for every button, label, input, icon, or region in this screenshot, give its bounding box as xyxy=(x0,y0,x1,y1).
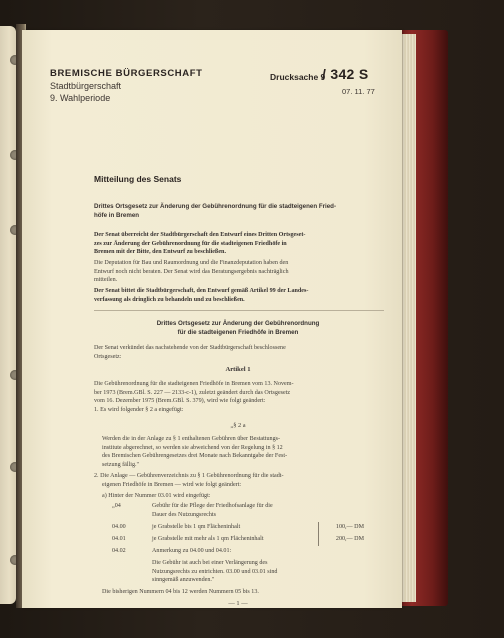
table-row-num: 04.01 xyxy=(112,536,126,542)
org-name: BREMISCHE BÜRGERSCHAFT xyxy=(50,68,203,79)
article-line-3: vom 16. Dezember 1975 (Brem.GBl. S. 379), wird wie folgt geändert: xyxy=(94,398,266,404)
para1-line-3: Bremen mit der Bitte, den Entwurf zu beschließen. xyxy=(94,249,226,255)
note-line-1: Die Gebühr ist auch bei einer Verlängerung des xyxy=(152,560,268,566)
item2-line-2: eigenen Friedhöfe in Bremen — wird wie folgt geändert: xyxy=(102,481,242,488)
subject-line-1: Drittes Ortsgesetz zur Änderung der Gebührenordnung für die stadteigenen Fried- xyxy=(94,203,337,210)
para1-line-2: zes zur Änderung der Gebührenordnung für die stadteigenen Friedhöfe in xyxy=(94,240,287,247)
table-row-text: Dauer des Nutzungsrechts xyxy=(152,511,216,518)
document-page xyxy=(22,30,402,608)
article-line-4: 1. Es wird folgender § 2 a eingefügt: xyxy=(94,406,184,413)
article-line-1: Die Gebührenordnung für die stadteigenen Friedhöfe in Bremen vom 13. Novem- xyxy=(94,381,294,387)
communication-title: Mitteilung des Senats xyxy=(94,174,182,184)
drucksache-number: / 342 S xyxy=(322,66,369,82)
law-title-line-1: Drittes Ortsgesetz zur Änderung der Gebührenordnung xyxy=(156,320,320,327)
para2-line-3: mitteilen. xyxy=(94,277,118,283)
para3-line-2: verfassung als dringlich zu behandeln und zu beschließen. xyxy=(94,296,245,303)
page-number: — 1 — xyxy=(228,600,248,607)
document-date: 07. 11. 77 xyxy=(342,87,375,96)
article-line-2: ber 1973 (Brem.GBl. S. 227 — 2133-c-1), zuletzt geändert durch das Ortsgesetz xyxy=(94,389,291,396)
table-row-value: 200,— DM xyxy=(335,536,364,542)
para-2a-line-1: Werden die in der Anlage zu § 1 enthaltenen Gebühren über Bestattungs- xyxy=(102,436,281,442)
para1-line-1: Der Senat überreicht der Stadtbürgerschaft den Entwurf eines Dritten Ortsgeset- xyxy=(94,232,306,238)
previous-page-edge xyxy=(0,26,16,604)
para-2a-line-2: institute abgerechnet, so werden sie abweichend von der Regelung in § 12 xyxy=(102,444,283,451)
note-line-2: Nutzungsrechts zu entrichten. 03.00 und 03.01 sind xyxy=(152,568,278,575)
law-intro-line-2: Ortsgesetz: xyxy=(94,353,122,360)
chamber-name: Stadtbürgerschaft xyxy=(50,81,122,91)
table-row-text: je Grabstelle mit mehr als 1 qm Flächeninhalt xyxy=(152,536,264,542)
table-row-value: 100,— DM xyxy=(335,524,364,530)
para-2a-line-4: setzung fällig." xyxy=(102,461,140,468)
table-row-num: 04.00 xyxy=(112,524,126,530)
law-title-line-2: für die stadteigenen Friedhöfe in Bremen xyxy=(177,328,299,336)
table-row-text: Gebühr für die Pflege der Friedhofsanlage für die xyxy=(152,503,273,509)
subject-line-2: höfe in Bremen xyxy=(94,211,140,219)
drucksache-label: Drucksache 9 xyxy=(270,72,326,82)
item2a-line: a) Hinter der Nummer 03.01 wird eingefügt: xyxy=(102,493,211,499)
para-2a-line-3: des Bremischen Gebührengesetzes drei Monate nach Bekanntgabe der Fest- xyxy=(102,453,288,459)
law-intro-line-1: Der Senat verkündet das nachstehende von der Stadtbürgerschaft beschlossene xyxy=(94,345,286,351)
table-row-text: Anmerkung zu 04.00 und 04.01: xyxy=(152,548,232,554)
legislative-period: 9. Wahlperiode xyxy=(50,93,111,103)
para2-line-2: Entwurf noch nicht beraten. Der Senat wird das Beratungsergebnis nachträglich xyxy=(94,268,289,275)
para3-line-1: Der Senat bittet die Stadtbürgerschaft, den Entwurf gemäß Artikel 99 der Landes- xyxy=(94,288,309,294)
table-row-num: 04.02 xyxy=(112,548,126,554)
para2-line-1: Die Deputation für Bau und Raumordnung und die Finanzdeputation haben den xyxy=(94,260,289,266)
table-column-rule xyxy=(318,522,319,546)
item2-line-1: 2. Die Anlage — Gebührenverzeichnis zu § 1 Gebührenordnung für die stadt- xyxy=(94,473,284,479)
note-line-3: sinngemäß anzuwenden." xyxy=(152,577,215,583)
table-row-num: „04 xyxy=(112,503,121,509)
table-row-text: je Grabstelle bis 1 qm Flächeninhalt xyxy=(152,524,241,530)
section-divider xyxy=(94,310,384,311)
article-heading: Artikel 1 xyxy=(225,366,251,373)
closing-line: Die bisherigen Nummern 04 bis 12 werden Nummern 05 bis 13. xyxy=(102,589,259,595)
paragraph-2a-title: „§ 2 a xyxy=(230,422,246,429)
